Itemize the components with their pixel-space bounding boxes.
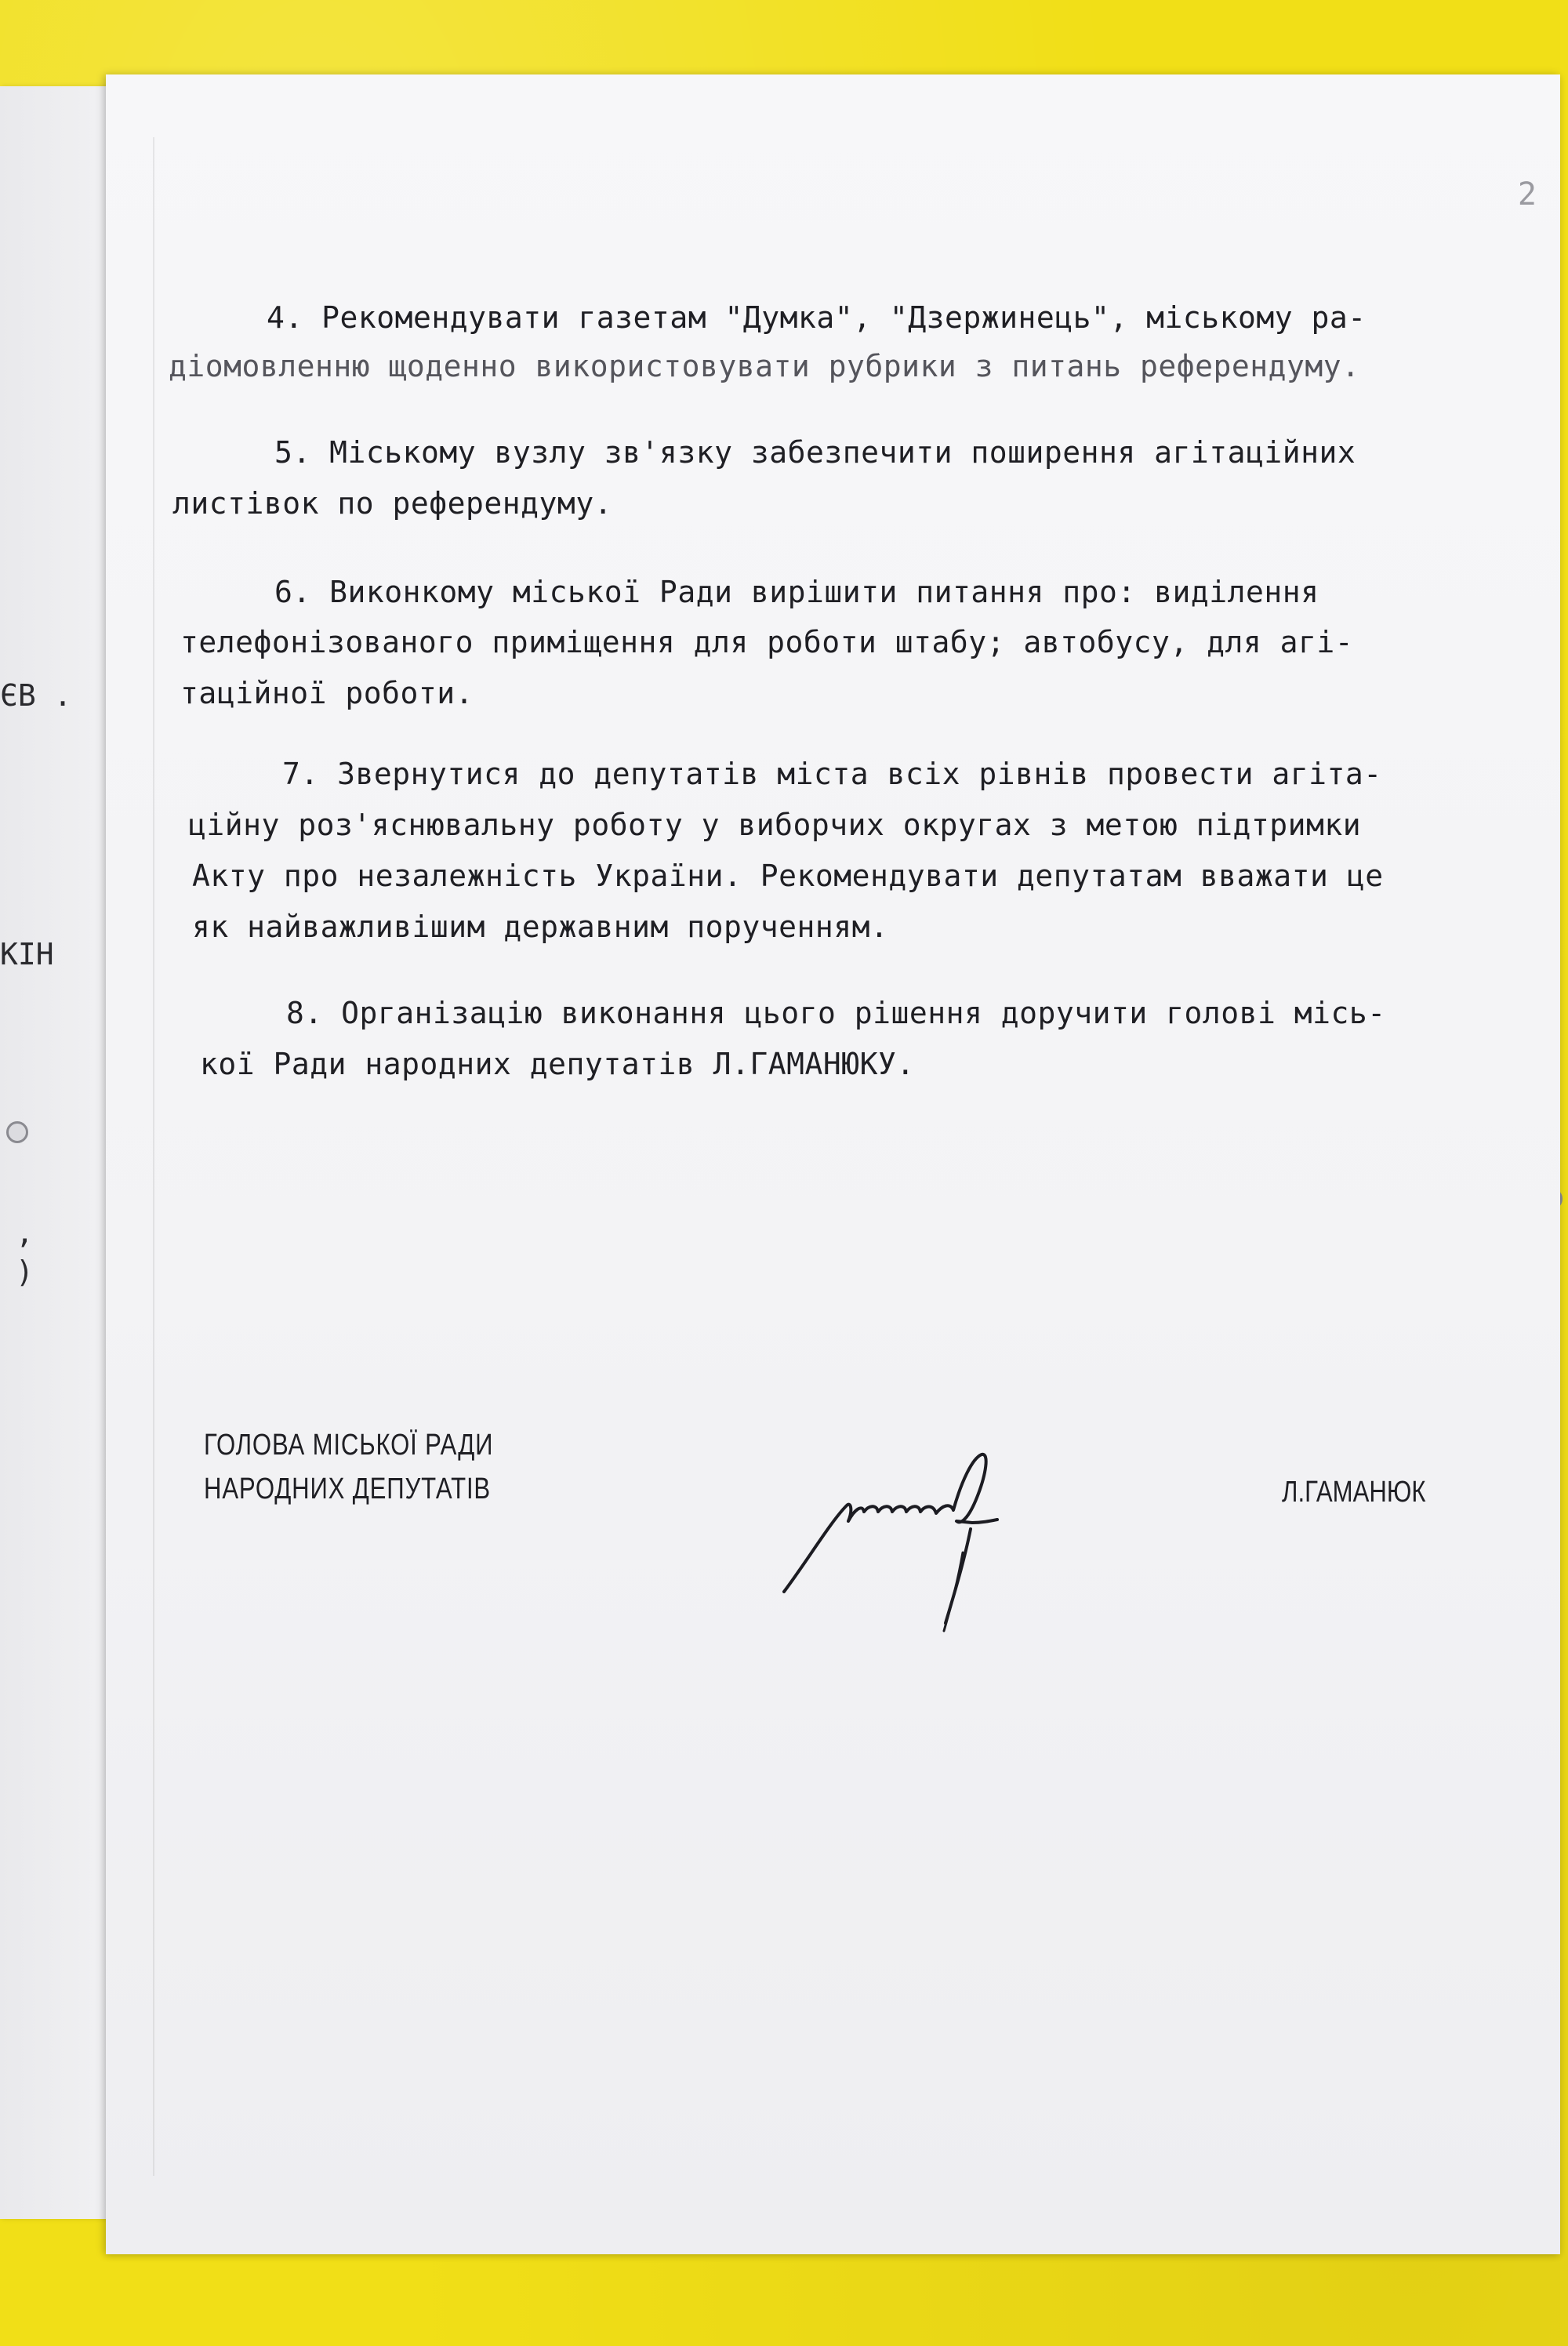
paragraph-4-line-2: діомовленню щоденно використовувати рубрики з питань референдуму. <box>169 349 1360 383</box>
paragraph-8-line-1: 8. Організацію виконання цього рішення доручити голові місь- <box>286 996 1386 1030</box>
signatory-title-line-1: ГОЛОВА МІСЬКОЇ РАДИ <box>204 1429 494 1462</box>
paragraph-6-line-2: телефонізованого приміщення для роботи штабу; автобусу, для агі- <box>180 625 1354 659</box>
paragraph-8-line-2: кої Ради народних депутатів Л.ГАМАНЮКУ. <box>200 1047 915 1081</box>
left-fragment-2: КІН <box>0 937 54 971</box>
paragraph-4-line-1: 4. Рекомендувати газетам "Думка", "Дзержинець", міському ра- <box>267 300 1367 335</box>
signatory-title <box>204 1423 493 1511</box>
paragraph-6-line-1: 6. Виконкому міської Ради вирішити питання про: виділення <box>274 575 1319 609</box>
left-fragment-3: , <box>16 1215 34 1250</box>
document-page <box>106 74 1560 2254</box>
paragraph-7-line-3: Акту про незалежність України. Рекомендувати депутатам вважати це <box>192 859 1384 893</box>
paragraph-5-line-2: листівок по референдуму. <box>172 486 613 521</box>
paragraph-5-line-1: 5. Міському вузлу зв'язку забезпечити поширення агітаційних <box>274 435 1356 470</box>
paragraph-7-line-1: 7. Звернутися до депутатів міста всіх рівнів провести агіта- <box>282 757 1382 791</box>
paragraph-6-line-3: таційної роботи. <box>180 676 474 710</box>
left-fragment-1: ЄВ . <box>0 678 72 713</box>
page-number: 2 <box>1517 176 1537 212</box>
left-fragment-4: ) <box>16 1255 34 1289</box>
handwritten-signature <box>776 1435 1121 1647</box>
paragraph-7-line-4: як найважливішим державним порученням. <box>192 910 889 944</box>
signatory-title-line-2: НАРОДНИХ ДЕПУТАТІВ <box>204 1473 492 1505</box>
pin-icon <box>6 1121 28 1143</box>
paragraph-7-line-2: ційну роз'яснювальну роботу у виборчих округах з метою підтримки <box>188 808 1362 842</box>
signatory-name: Л.ГАМАНЮК <box>1282 1476 1426 1509</box>
